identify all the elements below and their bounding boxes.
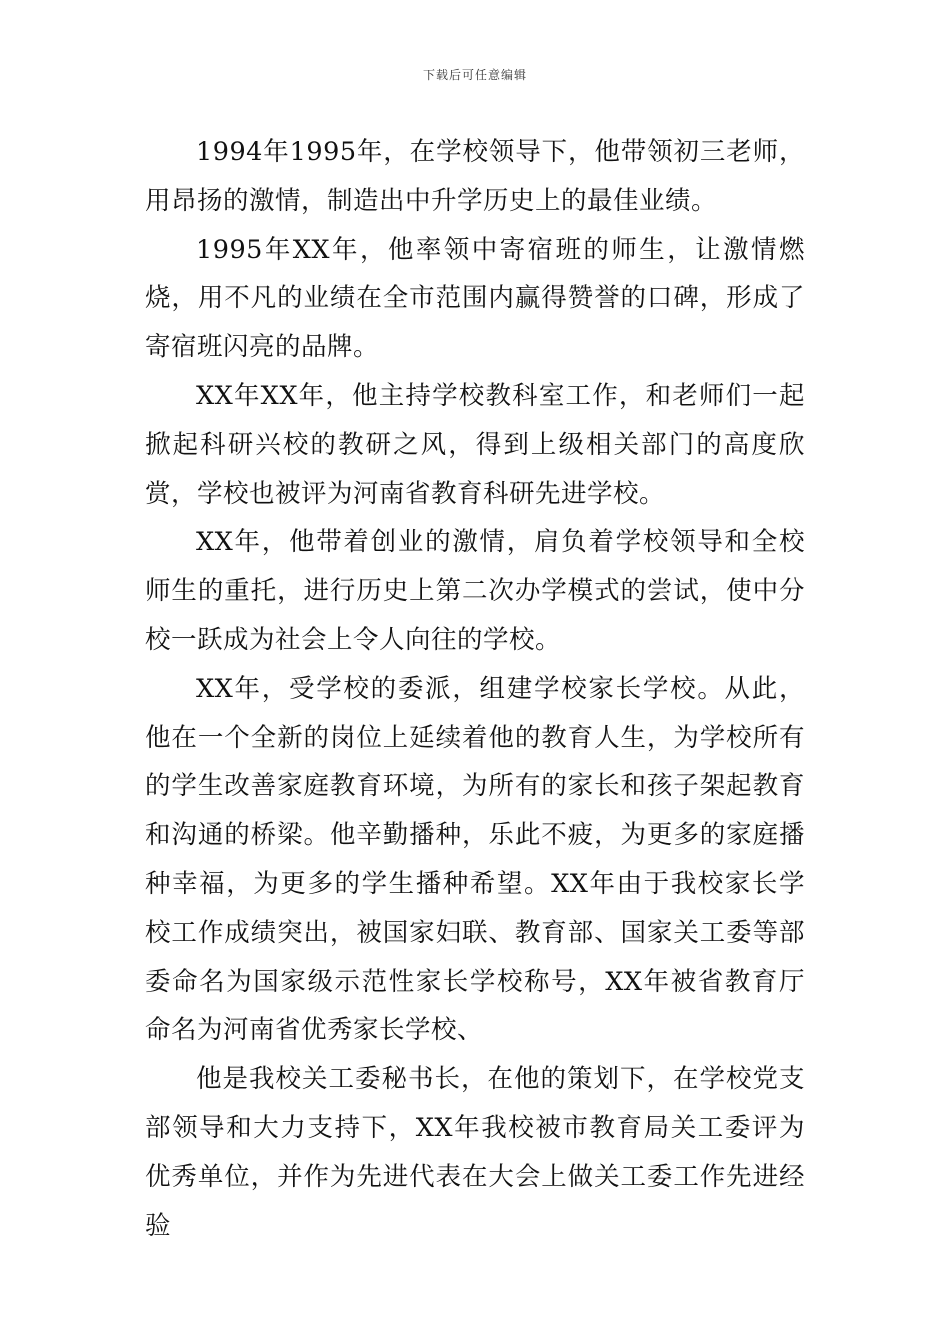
paragraph-5: XX年，受学校的委派，组建学校家长学校。从此，他在一个全新的岗位上延续着他的教育人生，为学校所有的学生改善家庭教育环境，为所有的家长和孩子架起教育和沟通的桥梁。他辛勤播种，乐此不疲，为更多的家庭播种幸福，为更多的学生播种希望。XX年由于我校家长学校工作成绩突出，被国家妇联、教育部、国家关工委等部委命名为国家级示范性家长学校称号，XX年被省教育厅命名为河南省优秀家长学校、 [145,673,805,1046]
paragraph-1: 1994年1995年，在学校领导下，他带领初三老师，用昂扬的激情，制造出中升学历史上的最佳业绩。 [145,137,805,216]
document-body [145,128,805,1250]
paragraph-2: 1995年XX年，他率领中寄宿班的师生，让激情燃烧，用不凡的业绩在全市范围内赢得赞誉的口碑，形成了寄宿班闪亮的品牌。 [145,234,805,363]
paragraph-4: XX年，他带着创业的激情，肩负着学校领导和全校师生的重托，进行历史上第二次办学模式的尝试，使中分校一跃成为社会上令人向往的学校。 [145,527,805,655]
paragraph-6: 他是我校关工委秘书长，在他的策划下，在学校党支部领导和大力支持下，XX年我校被市教育局关工委评为优秀单位，并作为先进代表在大会上做关工委工作先进经验 [145,1064,805,1241]
paragraph-3: XX年XX年，他主持学校教科室工作，和老师们一起掀起科研兴校的教研之风，得到上级相关部门的高度欣赏，学校也被评为河南省教育科研先进学校。 [145,380,805,509]
header-note: 下载后可任意编辑 [422,68,527,82]
